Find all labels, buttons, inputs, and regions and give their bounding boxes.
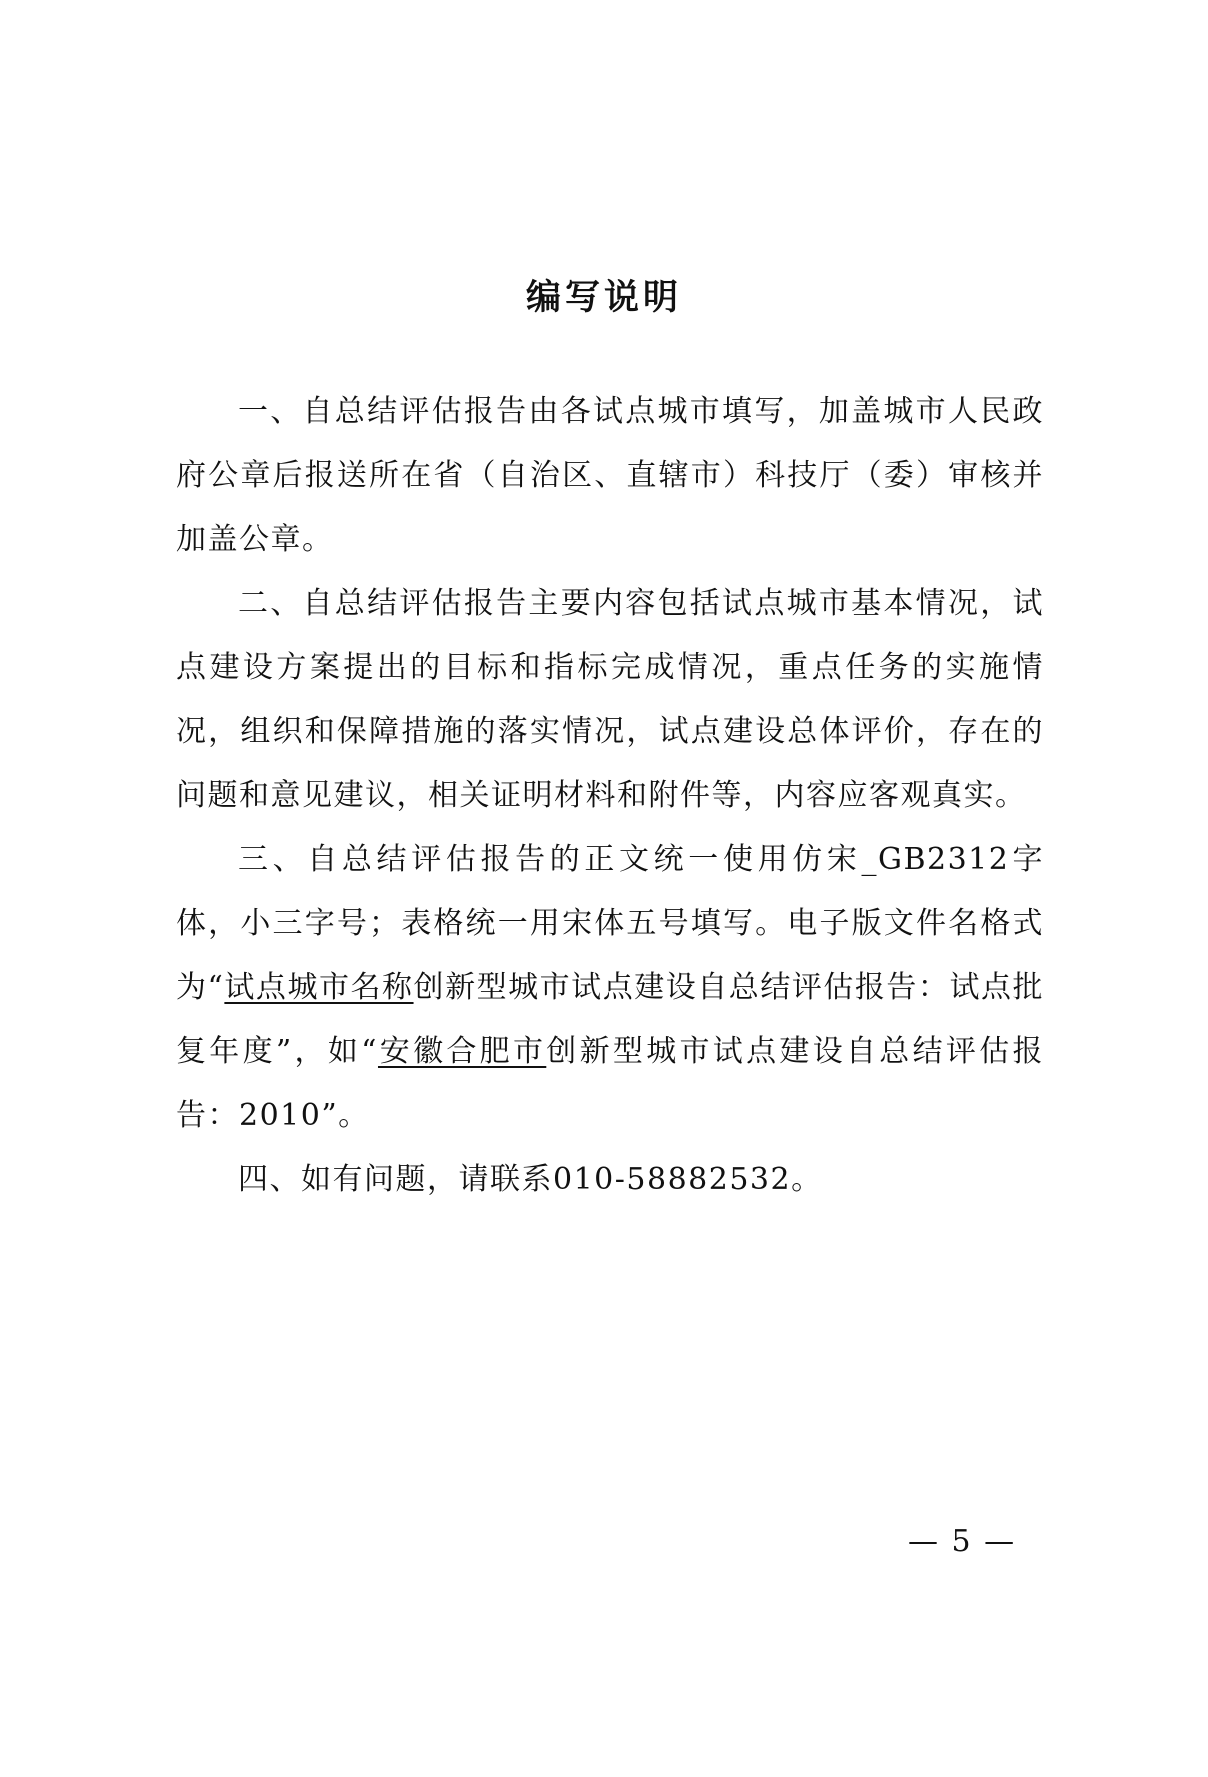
filename-placeholder-underlined: 试点城市名称 — [224, 970, 414, 1005]
document-title: 编写说明 — [525, 278, 682, 318]
paragraph-2: 二、自总结评估报告主要内容包括试点城市基本情况，试点建设方案提出的目标和指标完成情况，重点任务的实施情况，组织和保障措施的落实情况，试点建设总体评价，存在的问题和意见建议，相关证明材料和附件等，内容应客观真实。 — [176, 586, 1044, 813]
document-body — [176, 380, 1044, 1212]
paragraph-3-part-3: 创新型城市试点建设自总结评估报告：2010”。 — [176, 1034, 1045, 1133]
filename-example-underlined: 安徽合肥市 — [377, 1034, 547, 1069]
page-number: — 5 — — [908, 1524, 1017, 1559]
paragraph-3-part-1: 三、自总结评估报告的正文统一使用仿宋_GB2312字体，小三字号；表格统一用宋体五号填写。电子版文件名格式为“ — [176, 842, 1044, 1005]
paragraph-3-part-2: 创新型城市试点建设自总结评估报告：试点批复年度”，如“ — [176, 970, 1045, 1069]
paragraph-4: 四、如有问题，请联系010-58882532。 — [238, 1162, 823, 1197]
paragraph-1: 一、自总结评估报告由各试点城市填写，加盖城市人民政府公章后报送所在省（自治区、直辖市）科技厅（委）审核并加盖公章。 — [176, 394, 1044, 557]
paragraph-3 — [176, 828, 1044, 1148]
